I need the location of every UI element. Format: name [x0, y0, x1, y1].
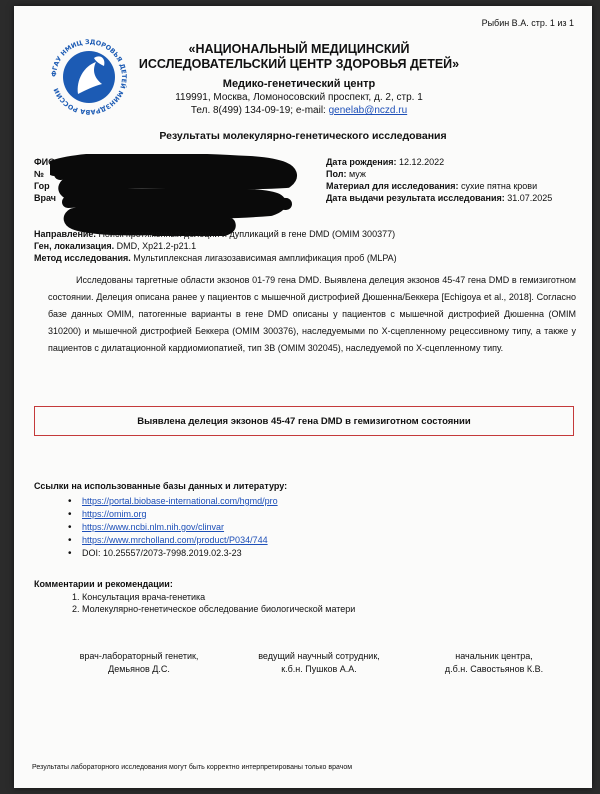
signature-geneticist: [54, 650, 224, 676]
issue-date-label: Дата выдачи результата исследования:: [326, 193, 505, 203]
direction-value: Поиск протяженных делеций и дупликаций в гене DMD (OMIM 300377): [98, 229, 396, 239]
comments-title: Комментарии и рекомендации:: [34, 579, 173, 589]
references-section: [34, 480, 554, 560]
reference-item: [66, 495, 554, 508]
study-info: [34, 228, 397, 264]
reference-item: [66, 547, 554, 560]
sex-label: Пол:: [326, 169, 347, 179]
logo-ring-text: ФГАУ НМИЦ ЗДОРОВЬЯ ДЕТЕЙ МИНЗДРАВА РОССИИ: [49, 37, 129, 117]
direction-label: Направление.: [34, 229, 96, 239]
birth-date-row: [326, 156, 552, 168]
signature-name: д.б.н. Савостьянов К.В.: [444, 664, 544, 674]
patient-label-number: №: [34, 169, 45, 179]
gene-value: DMD, Xp21.2-p21.1: [116, 241, 197, 251]
signature-role: начальник центра,: [455, 651, 533, 661]
references-title: Ссылки на использованные базы данных и литературу:: [34, 481, 288, 491]
patient-label-city: Гор: [34, 181, 50, 191]
birth-date-value: 12.12.2022: [399, 157, 445, 167]
footer-disclaimer: Результаты лабораторного исследования могут быть корректно интерпретированы только врачом: [32, 764, 353, 771]
signature-researcher: [234, 650, 404, 676]
redaction-scribble: [50, 154, 300, 236]
patient-right-column: [326, 156, 552, 204]
institution-name: [134, 42, 464, 72]
signature-role: ведущий научный сотрудник,: [258, 651, 380, 661]
findings-paragraph: Исследованы таргетные области экзонов 01-79 гена DMD. Выявлена делеция экзонов 45-47 гена DMD в гемизиготном состоянии. Делеция описана ранее у пациентов с мышечной дистрофией Дюшенна/Беккера [Echigoya et al., 2018]. Согласно базе данных OMIM, патогенные варианты в гене DMD описаны у пациентов с мышечной дистрофией Дюшенна (OMIM 310200) и мышечной дистрофией Беккера (OMIM 300376), наследуемыми по Х-сцепленному рецессивному типу, а также у пациентов с дилатационной кардиомиопатией, тип 3В (OMIM 302045), наследуемой по Х-сцепленному типу.: [48, 275, 576, 353]
reference-link-mrcholland[interactable]: https://www.mrcholland.com/product/P034/744: [82, 535, 268, 545]
page-info: Рыбин В.А. стр. 1 из 1: [481, 18, 574, 28]
institution-name-line1: «НАЦИОНАЛЬНЫЙ МЕДИЦИНСКИЙ: [188, 42, 410, 56]
institution-name-line2: ИССЛЕДОВАТЕЛЬСКИЙ ЦЕНТР ЗДОРОВЬЯ ДЕТЕЙ»: [138, 57, 460, 71]
birth-date-label: Дата рождения:: [326, 157, 397, 167]
reference-item: [66, 521, 554, 534]
material-value: сухие пятна крови: [460, 181, 538, 191]
method-row: [34, 252, 397, 264]
reference-link-clinvar[interactable]: https://www.ncbi.nlm.nih.gov/clinvar: [82, 522, 225, 532]
signature-head: [404, 650, 584, 676]
comment-item: 2. Молекулярно-генетическое обследование биологической матери: [72, 604, 356, 614]
material-row: [326, 180, 552, 192]
direction-row: [34, 228, 397, 240]
comments-section: [34, 578, 554, 615]
phone-text: Тел. 8(499) 134-09-19; e-mail:: [190, 105, 329, 116]
institution-address: 119991, Москва, Ломоносовский проспект, д. 2, стр. 1: [175, 92, 423, 103]
sex-value: муж: [348, 169, 366, 179]
signature-name: к.б.н. Пушков А.А.: [281, 664, 357, 674]
method-value: Мультиплексная лигазозависимая амплификация проб (MLPA): [133, 253, 397, 263]
results-title: Результаты молекулярно-генетического исследования: [159, 130, 447, 142]
institution-contacts: [134, 105, 464, 116]
center-name: Медико-генетический центр: [222, 78, 376, 90]
finding-box: [34, 406, 574, 436]
sex-row: [326, 168, 552, 180]
issue-date-value: 31.07.2025: [507, 193, 553, 203]
patient-label-fio: ФИО: [34, 157, 56, 167]
gene-label: Ген, локализация.: [34, 241, 115, 251]
method-label: Метод исследования.: [34, 253, 131, 263]
material-label: Материал для исследования:: [326, 181, 459, 191]
comment-item: 1. Консультация врача-генетика: [72, 592, 206, 602]
issue-date-row: [326, 192, 552, 204]
signature-name: Демьянов Д.С.: [108, 664, 170, 674]
gene-row: [34, 240, 397, 252]
reference-doi: DOI: 10.25557/2073-7998.2019.02.3-23: [82, 548, 242, 558]
report-page: [14, 6, 592, 788]
reference-link-omim[interactable]: https://omim.org: [82, 509, 147, 519]
patient-label-doctor: Врач: [34, 193, 57, 203]
finding-text: Выявлена делеция экзонов 45-47 гена DMD в гемизиготном состоянии: [137, 415, 471, 427]
institution-logo: [48, 36, 130, 118]
reference-item: [66, 508, 554, 521]
signature-role: врач-лабораторный генетик,: [79, 651, 199, 661]
reference-item: [66, 534, 554, 547]
email-link[interactable]: genelab@nczd.ru: [328, 105, 408, 116]
reference-link-hgmd[interactable]: https://portal.biobase-international.com/hgmd/pro: [82, 496, 278, 506]
